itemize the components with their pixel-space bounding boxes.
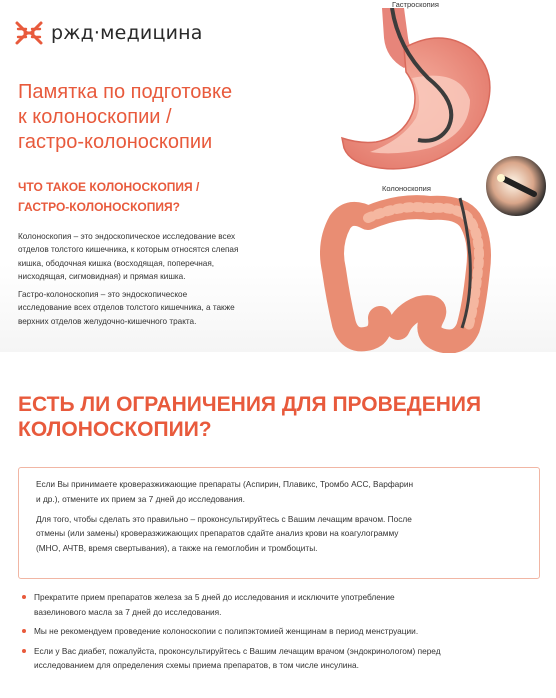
colon-shape (332, 207, 479, 341)
intro-paragraph-colonoscopy: Колоноскопия – это эндоскопическое исследование всех отделов толстого кишечника, к которым относятся слепая кишка, ободочная кишка (восходящая, поперечная, нисходящая, сигмовидная) и прямая кишка. (18, 232, 239, 282)
notice-paragraph-2: Для того, чтобы сделать это правильно – проконсультируйтесь с Вашим лечащим врачом. После отмены (или замены) кроверазжижающих препаратов сдайте анализ крови на коагулограмму (МНО, АЧТВ, время свертывания), а также на гемоглобин и тромбоциты. (36, 513, 412, 554)
logo-text: ржд·медицина (51, 22, 203, 44)
notice-paragraph-1: Если Вы принимаете кроверазжижающие препараты (Аспирин, Плавикс, Тромбо АСС, Варфарин и др.), отмените их прием за 7 дней до исследования. (36, 479, 414, 504)
notice-box (18, 467, 540, 579)
list-item: Прекратите прием препаратов железа за 5 дней до исследования и исключите употребление вазелинового масла за 7 дней до исследования. (22, 590, 542, 619)
gastroscopy-label: Гастроскопия (392, 0, 439, 9)
restrictions-list (22, 590, 542, 678)
endoscopy-illustration (320, 8, 556, 353)
bullet-dot-icon (22, 629, 26, 633)
bullet-dot-icon (22, 595, 26, 599)
page-subtitle: ЧТО ТАКОЕ КОЛОНОСКОПИЯ / ГАСТРО-КОЛОНОСКОПИЯ? (18, 180, 200, 214)
intro-paragraph-gastro-colonoscopy: Гастро-колоноскопия – это эндоскопическое исследование всех отделов толстого кишечника, а также верхних отделов желудочно-кишечного тракта. (18, 290, 235, 326)
rzd-logo-icon (14, 20, 44, 46)
brand-logo[interactable] (14, 20, 203, 46)
colonoscopy-label: Колоноскопия (382, 184, 431, 193)
restrictions-title: ЕСТЬ ЛИ ОГРАНИЧЕНИЯ ДЛЯ ПРОВЕДЕНИЯ КОЛОНОСКОПИИ? (18, 393, 482, 441)
list-item: Если у Вас диабет, пожалуйста, проконсультируйтесь с Вашим лечащим врачом (эндокринологом) перед исследованием для определения схемы приема препаратов, в том числе инсулина. (22, 644, 542, 673)
bullet-dot-icon (22, 649, 26, 653)
page-title: Памятка по подготовке к колоноскопии / гастро-колоноскопии (18, 81, 233, 153)
list-item: Мы не рекомендуем проведение колоноскопии с полипэктомией женщинам в период менструации. (22, 624, 542, 639)
